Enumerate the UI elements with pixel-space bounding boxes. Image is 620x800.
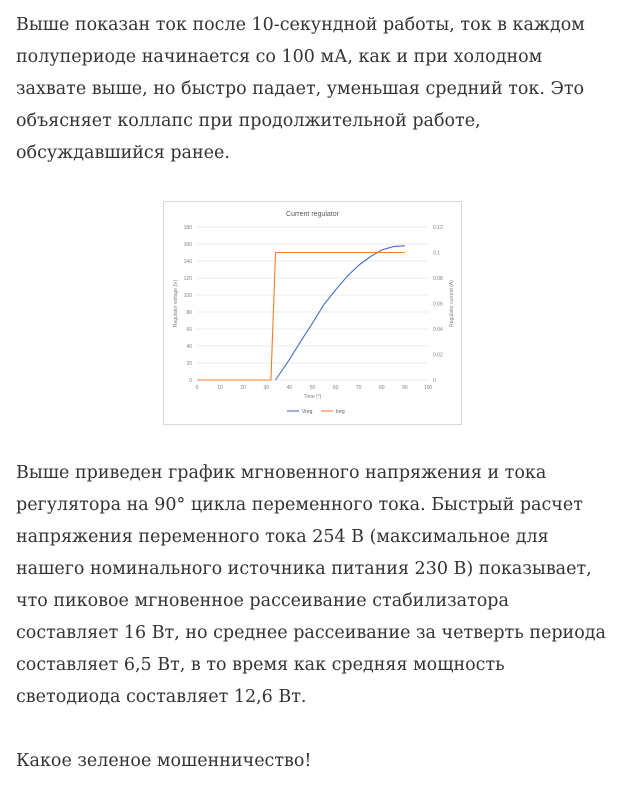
y-tick-label: 120 (183, 276, 192, 282)
paragraph-conclusion: Какое зеленое мошенничество! (16, 751, 312, 771)
x-tick-label: 100 (423, 385, 433, 391)
y-tick-label: 60 (186, 327, 192, 333)
y-tick-label: 180 (183, 225, 192, 231)
series-line-vreg (276, 246, 405, 380)
x-tick-label: 40 (286, 385, 293, 391)
y2-tick-label: 0.04 (433, 327, 443, 333)
article (16, 9, 612, 169)
x-tick-label: 20 (240, 385, 246, 391)
y2-axis-label: Regulator current (A) (449, 280, 455, 327)
current-regulator-chart (164, 202, 461, 424)
y2-tick-label: 0.12 (433, 225, 443, 231)
y-tick-label: 100 (183, 293, 192, 299)
paragraph-current-after-run: Выше показан ток после 10-секундной работы, ток в каждом полупериоде начинается со 100 мА, как и при холодном захвате выше, но быстро падает, уменьшая средний ток. Это объясняет коллапс при продолжительной работе, обсуждавшийся ранее. (16, 15, 585, 163)
x-tick-label: 30 (263, 385, 270, 391)
legend-label-ireg: Ireg (336, 409, 345, 415)
x-tick-label: 0 (195, 385, 199, 391)
series-line-ireg (197, 253, 405, 381)
y-tick-label: 0 (189, 378, 192, 384)
y-tick-label: 20 (186, 361, 192, 367)
y2-tick-label: 0.06 (433, 301, 443, 308)
paragraph-voltage-current-analysis: Выше приведен график мгновенного напряжения и тока регулятора на 90° цикла переменного тока. Быстрый расчет напряжения переменного тока 254 В (максимальное для нашего номинального источника питания 230 В) показывает, что пиковое мгновенное рассеивание стабилизатора составляет 16 Вт, но среднее рассеивание за четверть периода составляет 6,5 Вт, в то время как средняя мощность светодиода составляет 12,6 Вт. (16, 463, 606, 707)
x-tick-label: 70 (355, 385, 362, 391)
y-axis-label: Regulator voltage (V) (173, 279, 179, 328)
x-axis-label: Time (°) (303, 394, 322, 400)
x-tick-label: 90 (402, 385, 408, 391)
chart-figure (163, 201, 462, 425)
x-tick-label: 10 (217, 385, 223, 391)
y2-tick-label: 0.1 (433, 250, 440, 257)
y2-tick-label: 0.02 (433, 352, 443, 359)
x-tick-label: 80 (379, 385, 385, 391)
y-tick-label: 80 (186, 310, 192, 316)
x-tick-label: 60 (332, 385, 339, 391)
chart-title: Current regulator (286, 211, 339, 218)
y-tick-label: 140 (183, 259, 192, 265)
y2-tick-label: 0 (433, 378, 436, 384)
y-tick-label: 40 (186, 344, 192, 350)
y-tick-label: 160 (183, 242, 192, 248)
x-tick-label: 50 (309, 385, 316, 391)
y2-tick-label: 0.08 (433, 276, 443, 282)
legend-label-vreg: Vreg (302, 409, 313, 415)
